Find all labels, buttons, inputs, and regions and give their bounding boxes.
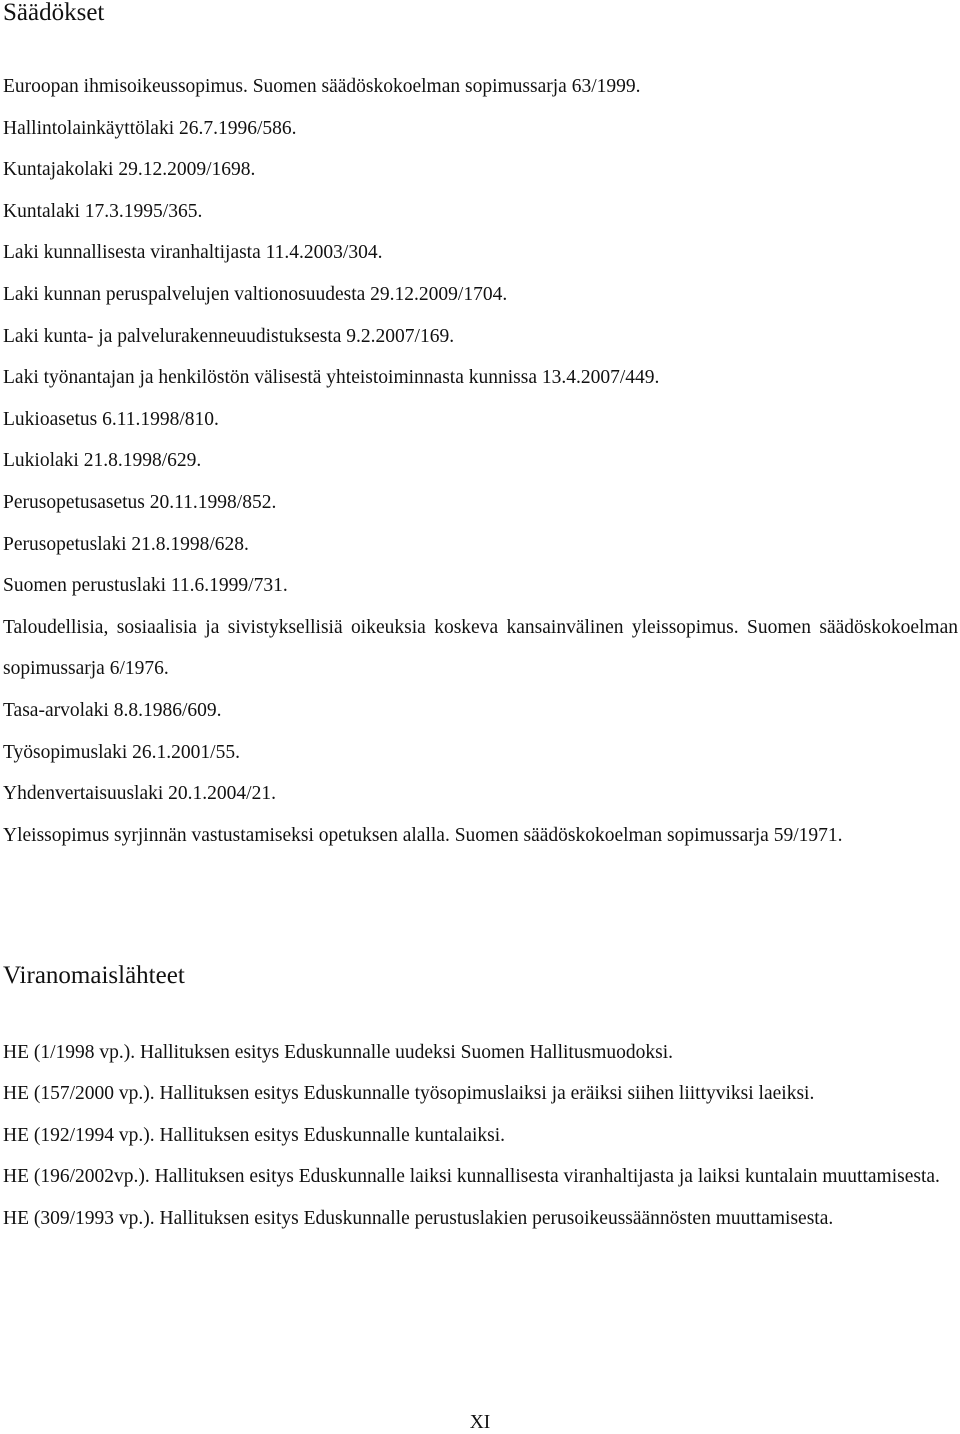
reference-item: Lukiolaki 21.8.1998/629. (3, 450, 202, 472)
reference-item: HE (309/1993 vp.). Hallituksen esitys Eduskunnalle perustuslakien perusoikeussäännösten muuttamisesta. (3, 1207, 834, 1229)
reference-item: Yhdenvertaisuuslaki 20.1.2004/21. (3, 783, 276, 805)
reference-item: Euroopan ihmisoikeussopimus. Suomen säädöskokoelman sopimussarja 63/1999. (3, 76, 641, 97)
reference-item: Kuntalaki 17.3.1995/365. (3, 200, 203, 222)
reference-item: Perusopetusasetus 20.11.1998/852. (3, 491, 277, 513)
reference-item: Laki kunnan peruspalvelujen valtionosuudesta 29.12.2009/1704. (3, 283, 508, 305)
reference-item: Laki kunta- ja palvelurakenneuudistuksesta 9.2.2007/169. (3, 325, 455, 347)
reference-item: HE (1/1998 vp.). Hallituksen esitys Eduskunnalle uudeksi Suomen Hallitusmuodoksi. (3, 1042, 673, 1063)
section-heading: Säädökset (3, 0, 105, 26)
reference-item: Laki työnantajan ja henkilöstön välisestä yhteistoiminnasta kunnissa 13.4.2007/449. (3, 367, 660, 389)
reference-item: Yleissopimus syrjinnän vastustamiseksi opetuksen alalla. Suomen säädöskokoelman sopimussarja 59/1971. (3, 824, 843, 846)
reference-item: Kuntajakolaki 29.12.2009/1698. (3, 159, 256, 181)
section-heading: Viranomaislähteet (3, 962, 185, 989)
reference-item: Tasa-arvolaki 8.8.1986/609. (3, 699, 222, 721)
reference-list (3, 1032, 958, 1239)
reference-item: Hallintolainkäyttölaki 26.7.1996/586. (3, 117, 297, 139)
reference-item: HE (192/1994 vp.). Hallituksen esitys Eduskunnalle kuntalaiksi. (3, 1124, 506, 1146)
reference-item: Taloudellisia, sosiaalisia ja sivistyksellisiä oikeuksia koskeva kansainvälinen yleissopimus. Suomen säädöskokoelman sopimussarja 6/1976. (3, 616, 958, 680)
page-number: XI (469, 1412, 491, 1433)
reference-item: Laki kunnallisesta viranhaltijasta 11.4.2003/304. (3, 242, 383, 264)
reference-item: HE (196/2002vp.). Hallituksen esitys Eduskunnalle laiksi kunnallisesta viranhaltijasta ja laiksi kuntalain muuttamisesta. (3, 1166, 940, 1188)
reference-item: Suomen perustuslaki 11.6.1999/731. (3, 575, 288, 597)
reference-list (3, 66, 958, 856)
reference-item: Perusopetuslaki 21.8.1998/628. (3, 533, 249, 555)
reference-item: HE (157/2000 vp.). Hallituksen esitys Eduskunnalle työsopimuslaiksi ja eräiksi siihen liittyviksi laeiksi. (3, 1083, 815, 1105)
reference-item: Lukioasetus 6.11.1998/810. (3, 408, 219, 430)
reference-item: Työsopimuslaki 26.1.2001/55. (3, 741, 240, 763)
